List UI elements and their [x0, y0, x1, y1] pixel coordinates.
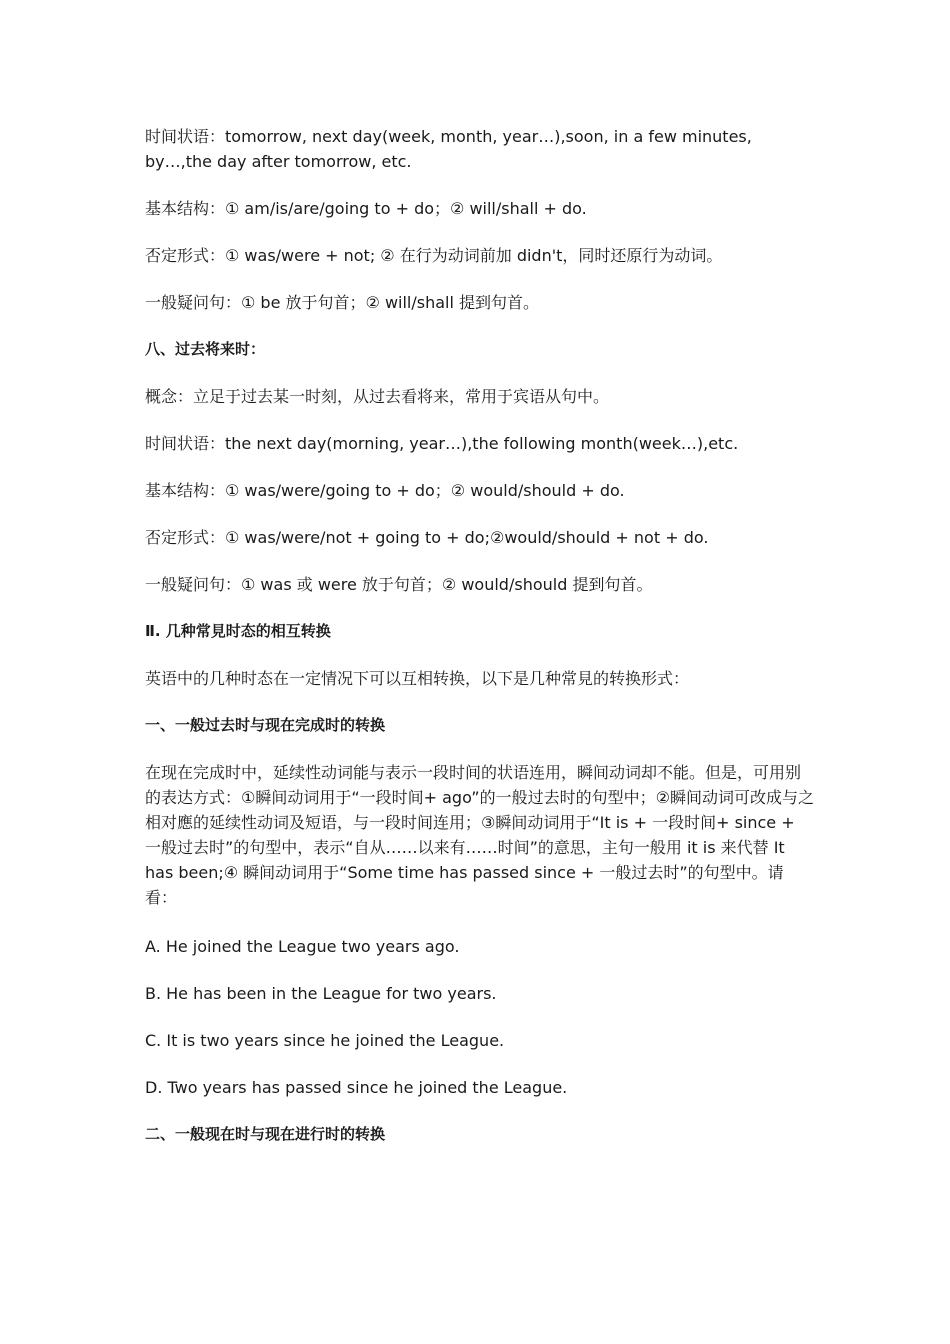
section-heading: Ⅱ. 几种常見时态的相互转换 — [145, 622, 331, 640]
text-paragraph: 否定形式：① was/were + not; ② 在行为动词前加 didn't，同时还原行为动词。 — [145, 246, 723, 265]
text-paragraph: 否定形式：① was/were/not + going to + do;②would/should + not + do. — [145, 528, 709, 547]
text-paragraph: 时间状语：the next day(morning, year…),the following month(week…),etc. — [145, 434, 739, 453]
text-paragraph: 概念：立足于过去某一时刻，从过去看将来，常用于宾语从句中。 — [145, 387, 610, 406]
document-body — [145, 124, 815, 1169]
section-heading: 一、一般过去时与现在完成时的转换 — [145, 716, 386, 734]
text-paragraph: 英语中的几种时态在一定情况下可以互相转换，以下是几种常見的转换形式： — [145, 669, 690, 688]
example-sentence: A. He joined the League two years ago. — [145, 937, 460, 956]
example-sentence: C. It is two years since he joined the League. — [145, 1031, 505, 1050]
section-heading: 二、一般现在时与现在进行时的转换 — [145, 1125, 386, 1143]
section-heading: 八、过去将来时： — [145, 340, 266, 358]
text-paragraph: 基本结构：① was/were/going to + do；② would/should + do. — [145, 481, 625, 500]
text-paragraph: 在现在完成时中，延续性动词能与表示一段时间的状语连用，瞬间动词却不能。但是，可用别的表达方式：①瞬间动词用于“一段时间+ ago”的一般过去时的句型中；②瞬间动词可改成与之相对應的延续性动词及短语，与一段时间连用；③瞬间动词用于“It is + 一段时间+ since + 一般过去时”的句型中，表示“自从……以来有……时间”的意思，主句一般用 it is 来代替 It has been;④ 瞬间动词用于“Some time has passed since + 一般过去时”的句型中。请看： — [145, 763, 814, 907]
text-paragraph: 基本结构：① am/is/are/going to + do；② will/shall + do. — [145, 199, 587, 218]
text-paragraph: 一般疑问句：① be 放于句首；② will/shall 提到句首。 — [145, 293, 540, 312]
text-paragraph: 时间状语：tomorrow, next day(week, month, year…),soon, in a few minutes, by…,the day after tomorrow, etc. — [145, 127, 752, 171]
example-sentence: B. He has been in the League for two years. — [145, 984, 497, 1003]
example-sentence: D. Two years has passed since he joined the League. — [145, 1078, 568, 1097]
text-paragraph: 一般疑问句：① was 或 were 放于句首；② would/should 提到句首。 — [145, 575, 653, 594]
